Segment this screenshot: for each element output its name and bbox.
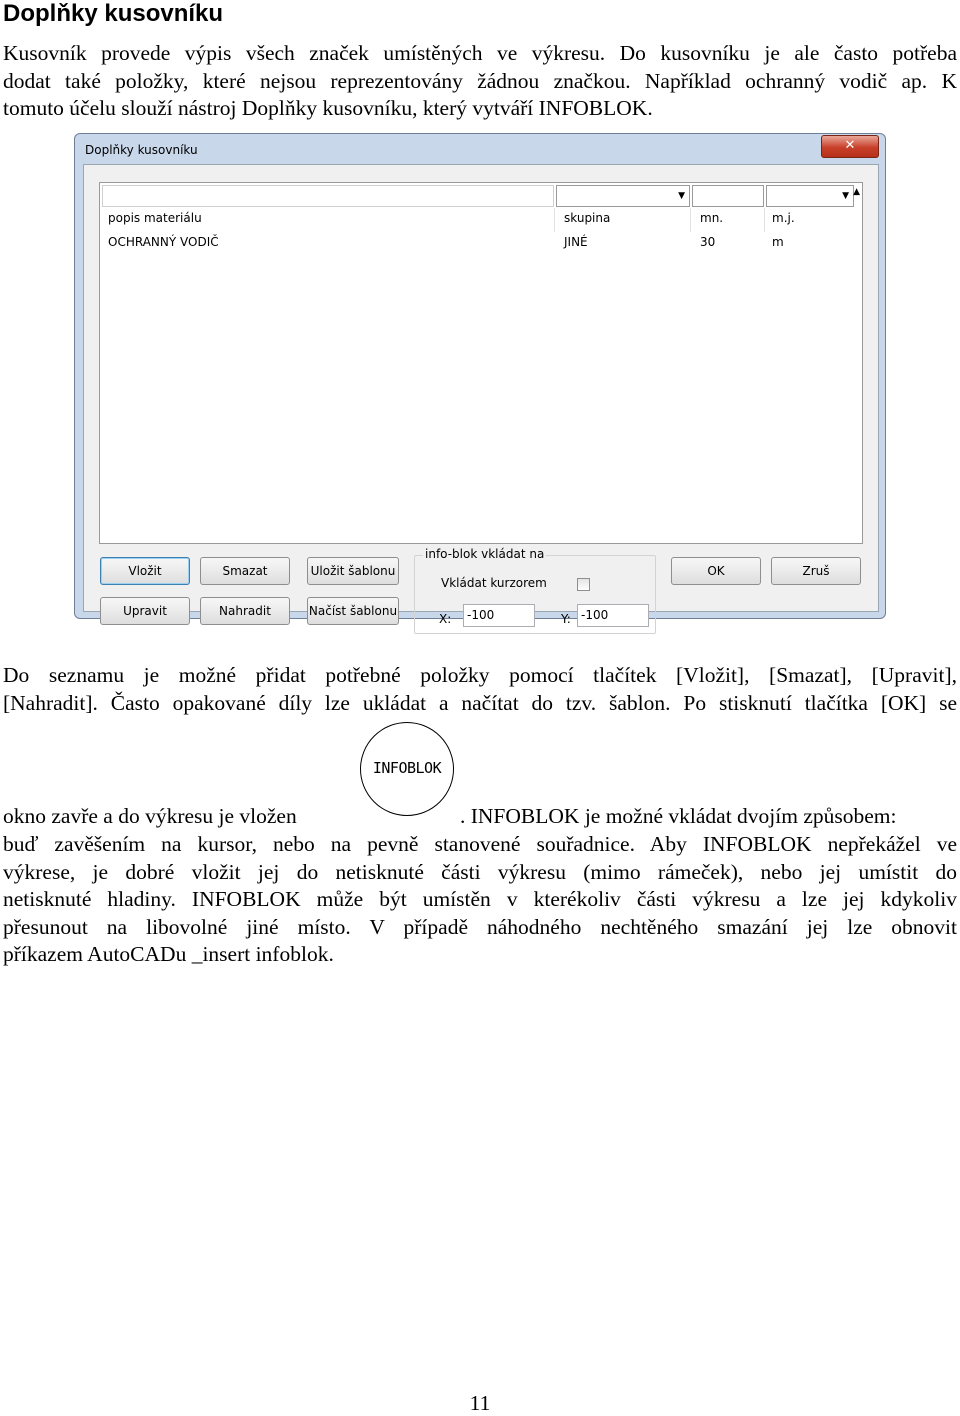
- intro-line: dodat také položky, které nejsou reprezentovány žádnou značkou. Například ochranný vodič ap. K: [3, 68, 957, 93]
- edit-button[interactable]: Upravit: [100, 597, 190, 625]
- load-template-button[interactable]: Načíst šablonu: [307, 597, 399, 625]
- paragraph-line: [Nahradit]. Často opakované díly lze ukládat a načítat do tzv. šablon. Po stisknutí tlačítka [OK] se: [3, 690, 957, 715]
- dialog-title: Doplňky kusovníku: [85, 143, 198, 157]
- dialog-client-area: [83, 164, 879, 626]
- paragraph-line: Do seznamu je možné přidat potřebné položky pomocí tlačítek [Vložit], [Smazat], [Upravit],: [3, 663, 957, 687]
- inline-text-before: okno zavře a do výkresu je vložen: [3, 804, 297, 828]
- y-label: Y:: [561, 612, 571, 626]
- x-coordinate-input[interactable]: -100: [463, 604, 535, 627]
- filter-quantity-field[interactable]: [692, 185, 764, 207]
- page-number: 11: [469, 1391, 491, 1415]
- paragraph-line: buď zavěšením na kursor, nebo na pevně stanovené souřadnice. Aby INFOBLOK nepřekážel ve: [3, 832, 957, 856]
- column-header-description[interactable]: popis materiálu: [108, 211, 202, 225]
- insert-button[interactable]: Vložit: [100, 557, 190, 585]
- inline-text-after: . INFOBLOK je možné vkládat dvojím způsobem:: [460, 804, 897, 828]
- paragraph-placement: [3, 831, 957, 969]
- cell-quantity: 30: [700, 235, 716, 249]
- document-title: Doplňky kusovníku: [3, 0, 224, 27]
- delete-button[interactable]: Smazat: [200, 557, 290, 585]
- filter-group-dropdown[interactable]: [556, 185, 690, 207]
- replace-button[interactable]: Nahradit: [200, 597, 290, 625]
- save-template-button[interactable]: Uložit šablonu: [307, 557, 399, 585]
- infoblok-symbol: [360, 722, 454, 816]
- intro-line: tomuto účelu slouží nástroj Doplňky kusovníku, který vytváří INFOBLOK.: [3, 96, 653, 120]
- group-label: info-blok vkládat na: [425, 547, 545, 561]
- cursor-insert-checkbox[interactable]: [577, 578, 590, 591]
- paragraph-line: příkazem AutoCADu _insert infoblok.: [3, 942, 334, 966]
- close-button[interactable]: ✕: [821, 135, 879, 158]
- column-divider: [690, 208, 691, 232]
- filter-unit-dropdown[interactable]: [766, 185, 854, 207]
- intro-paragraph: [3, 40, 957, 123]
- column-divider: [764, 208, 765, 232]
- chevron-down-icon: ▼: [678, 191, 685, 201]
- infoblok-symbol-text: INFOBLOK: [372, 759, 442, 777]
- y-coordinate-input[interactable]: -100: [577, 604, 649, 627]
- cell-group: JINÉ: [564, 235, 588, 249]
- filter-description-field[interactable]: [102, 185, 554, 207]
- x-label: X:: [439, 612, 452, 626]
- scroll-up-icon[interactable]: ▲: [853, 187, 860, 197]
- paragraph-buttons: [3, 662, 957, 717]
- infoblock-placement-group: [414, 547, 656, 634]
- paragraph-line: netisknuté hladiny. INFOBLOK může být umístěn v kterékoliv části výkresu a lze jej kdykoliv: [3, 887, 957, 911]
- bom-additions-dialog: [74, 133, 886, 626]
- paragraph-line: výkrese, je dobré vložit jej do netisknuté části výkresu (mimo rámeček), nebo jej umístit do: [3, 859, 957, 884]
- column-header-group[interactable]: skupina: [564, 211, 611, 225]
- materials-list[interactable]: [99, 182, 863, 544]
- column-divider: [554, 208, 555, 232]
- column-header-unit[interactable]: m.j.: [772, 211, 795, 225]
- cancel-button[interactable]: Zruš: [771, 557, 861, 585]
- cell-unit: m: [772, 235, 784, 249]
- intro-line: Kusovník provede výpis všech značek umístěných ve výkresu. Do kusovníku je ale často potřeba: [3, 41, 957, 65]
- cursor-insert-label: Vkládat kurzorem: [441, 576, 547, 590]
- cell-description: OCHRANNÝ VODIČ: [108, 235, 219, 249]
- paragraph-line: přesunout na libovolné jiné místo. V případě náhodného nechtěného smazání jej lze obnovit: [3, 914, 957, 939]
- column-header-quantity[interactable]: mn.: [700, 211, 724, 225]
- ok-button[interactable]: OK: [671, 557, 761, 585]
- chevron-down-icon: ▼: [842, 191, 849, 201]
